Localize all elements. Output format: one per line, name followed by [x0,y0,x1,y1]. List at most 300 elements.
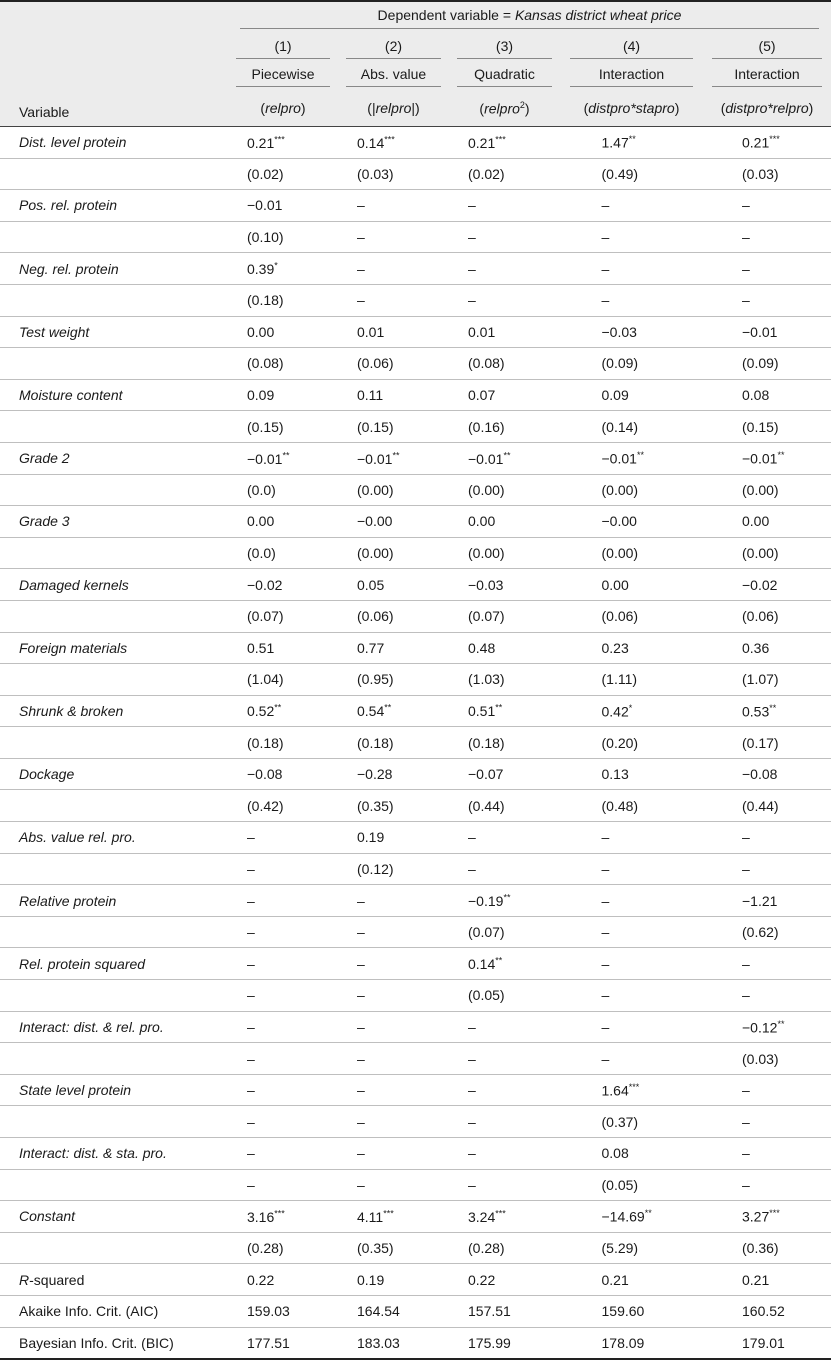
table-cell [560,853,703,885]
table-cell [560,284,703,316]
table-cell [228,442,338,474]
cell-value: −0.08 [742,766,778,783]
cell-value: 0.77 [357,639,385,656]
cell-value: (0.00) [601,481,639,498]
table-cell [703,284,831,316]
cell-value: – [742,1082,750,1099]
table-cell [560,506,703,538]
spec-paren: ) [674,100,680,116]
spec-paren: ) [524,100,530,117]
table-row [0,1232,831,1264]
cell-value: 160.52 [742,1303,785,1320]
table-cell [338,600,449,632]
row-label [0,1295,228,1327]
cell-value: – [468,1176,476,1193]
spec-paren: (| [367,100,376,116]
cell-value: 0.00 [247,323,275,340]
row-label [0,537,228,569]
column-number: (5) [712,38,822,59]
cell-value: (0.35) [357,797,394,814]
significance-stars: *** [383,1208,394,1219]
cell-value: 0.21*** [247,133,285,151]
significance-stars: ** [274,702,282,713]
cell-value: (1.04) [247,671,284,688]
table-cell [449,1295,560,1327]
table-cell [338,316,449,348]
cell-value: 0.21*** [742,133,780,151]
table-cell [449,1106,560,1138]
cell-value: 183.03 [357,1334,400,1351]
table-cell [449,885,560,917]
cell-value: 0.23 [601,639,629,656]
row-label: Pos. rel. protein [0,190,228,222]
table-cell [228,790,338,822]
table-cell [338,127,449,159]
table-cell [228,695,338,727]
table-cell [703,253,831,285]
row-label [0,1106,228,1138]
table-cell [338,1011,449,1043]
cell-value: – [247,892,255,909]
table-cell [449,1074,560,1106]
cell-value: (0.08) [247,355,284,372]
table-row [0,442,831,474]
spec-paren: |) [411,100,420,116]
table-row [0,158,831,190]
table-cell [228,1295,338,1327]
table-cell [703,506,831,538]
table-cell [560,158,703,190]
cell-value: 0.21 [601,1271,629,1288]
table-cell [449,190,560,222]
table-cell [338,253,449,285]
significance-stars: ** [777,449,785,460]
cell-value: – [742,229,750,246]
cell-value: 3.24*** [468,1208,506,1225]
cell-value: – [468,860,476,877]
cell-value: (0.09) [742,355,779,372]
table-cell [560,1011,703,1043]
table-cell [228,1169,338,1201]
cell-value: (0.07) [468,924,505,941]
cell-value: 0.22 [247,1271,275,1288]
significance-stars: ** [282,449,290,460]
table-cell [338,569,449,601]
row-label: Grade 3 [0,506,228,538]
table-cell [703,1295,831,1327]
table-cell [703,853,831,885]
table-cell [228,664,338,696]
cell-value: – [742,1113,750,1130]
cell-value: (0.00) [468,545,505,562]
cell-value: (0.44) [468,797,505,814]
cell-value: – [357,260,365,277]
cell-value: 3.16*** [247,1208,285,1225]
table-cell [703,190,831,222]
table-row [0,1011,831,1043]
table-cell [338,632,449,664]
table-cell [228,158,338,190]
table-cell [560,537,703,569]
table-row [0,1327,831,1359]
table-cell [338,758,449,790]
cell-value: 0.53** [742,702,777,720]
row-label: Grade 2 [0,442,228,474]
table-cell [560,348,703,380]
cell-value: 0.13 [601,766,629,783]
cell-value: −0.08 [247,766,283,783]
significance-stars: *** [274,1208,285,1219]
table-cell [449,379,560,411]
cell-value: (0.0) [247,481,276,498]
cell-value: – [247,829,255,846]
table-cell [228,948,338,980]
model-spec-row [0,90,831,127]
cell-value: (0.05) [601,1176,639,1193]
table-cell [449,664,560,696]
row-label [0,1327,228,1359]
cell-value: – [247,1050,255,1067]
spec-paren: ( [260,100,266,116]
row-label [0,284,228,316]
table-cell [560,442,703,474]
significance-stars: *** [769,133,780,144]
significance-stars: ** [392,449,400,460]
cell-value: – [601,955,610,972]
table-cell [560,411,703,443]
row-label: Damaged kernels [0,569,228,601]
cell-value: 0.11 [357,387,384,404]
cell-value: −0.02 [247,576,283,593]
row-label: Test weight [0,316,228,348]
cell-value: – [742,955,750,972]
table-cell [338,980,449,1012]
cell-value: – [601,197,610,214]
cell-value: (0.14) [601,418,639,435]
table-cell [228,632,338,664]
table-cell [449,695,560,727]
cell-value: 0.52** [247,702,282,720]
row-label [0,916,228,948]
row-label: Foreign materials [0,632,228,664]
table-row [0,569,831,601]
table-row [0,316,831,348]
table-cell [338,1043,449,1075]
spec-superscript: 2 [519,99,525,110]
table-cell [703,758,831,790]
cell-value: – [357,1113,365,1130]
table-cell [703,537,831,569]
cell-value: – [357,892,365,909]
cell-value: (0.02) [247,165,284,182]
cell-value: 0.09 [601,387,629,404]
cell-value: 3.27*** [742,1208,780,1225]
cell-value: – [357,1050,365,1067]
table-row [0,948,831,980]
table-row [0,758,831,790]
cell-value: (0.49) [601,165,639,182]
cell-value: – [357,1145,365,1162]
table-cell [703,916,831,948]
table-row [0,980,831,1012]
cell-value: −0.01** [357,449,400,467]
cell-value: (0.02) [468,165,505,182]
dependent-variable-heading [228,1,831,34]
table-cell [228,758,338,790]
cell-value: −0.02 [742,576,778,593]
row-label [0,853,228,885]
significance-stars: *** [495,133,506,144]
cell-value: 0.14** [468,955,503,973]
cell-value: (0.42) [247,797,284,814]
row-label [0,158,228,190]
column-number: (1) [236,38,331,59]
spec-var: relpro [265,100,301,116]
cell-value: (0.06) [357,608,394,625]
cell-value: (0.18) [468,734,505,751]
cell-value: (0.16) [468,418,505,435]
cell-value: (0.06) [742,608,779,625]
table-row [0,1264,831,1296]
cell-value: – [601,987,610,1004]
table-cell [228,1264,338,1296]
table-cell [228,1138,338,1170]
model-spec [228,90,338,127]
table-cell [703,1138,831,1170]
table-cell [449,411,560,443]
cell-value: (0.00) [742,545,779,562]
table-cell [338,916,449,948]
cell-value: 0.19 [357,829,385,846]
table-cell [228,411,338,443]
cell-value: −1.21 [742,892,778,909]
table-cell [703,695,831,727]
table-cell [449,348,560,380]
row-label: Relative protein [0,885,228,917]
row-label [0,474,228,506]
significance-stars: ** [384,702,392,713]
table-cell [560,1232,703,1264]
table-cell [449,253,560,285]
table-cell [703,379,831,411]
model-name: Interaction [712,66,822,87]
significance-stars: *** [628,1081,640,1092]
table-cell [449,1138,560,1170]
table-row [0,600,831,632]
cell-value: −0.03 [601,323,637,340]
table-cell [449,1264,560,1296]
table-cell [449,537,560,569]
table-cell [228,1074,338,1106]
table-cell [560,221,703,253]
table-row [0,284,831,316]
table-cell [449,916,560,948]
cell-value: 0.54** [357,702,392,720]
cell-value: – [601,292,610,309]
dep-var-label: Dependent variable [377,7,499,23]
cell-value: (0.15) [357,418,394,435]
table-cell [449,632,560,664]
cell-value: – [357,229,365,246]
table-cell [560,885,703,917]
table-row [0,474,831,506]
table-row [0,664,831,696]
cell-value: −0.12** [742,1018,785,1036]
cell-value: 159.03 [247,1303,290,1320]
significance-stars: ** [495,702,503,713]
cell-value: 0.05 [357,576,385,593]
table-cell [449,1201,560,1233]
table-cell [338,506,449,538]
cell-value: 0.22 [468,1271,496,1288]
table-cell [338,1169,449,1201]
spec-var: relpro [484,100,520,117]
cell-value: 0.08 [601,1145,629,1162]
table-cell [449,1232,560,1264]
table-cell [228,1011,338,1043]
cell-value: 4.11*** [357,1208,394,1225]
table-cell [560,664,703,696]
model-spec [338,90,449,127]
table-cell [560,758,703,790]
cell-value: – [357,1018,365,1035]
table-cell [560,316,703,348]
table-cell [703,1074,831,1106]
cell-value: (0.15) [247,418,284,435]
table-row [0,411,831,443]
spec-paren: ) [808,100,814,116]
row-label: Dist. level protein [0,127,228,159]
table-row [0,790,831,822]
cell-value: (0.00) [468,481,505,498]
table-cell [703,348,831,380]
table-cell [338,1106,449,1138]
table-cell [560,569,703,601]
table-cell [703,569,831,601]
cell-value: – [742,987,750,1004]
cell-value: (0.10) [247,229,284,246]
cell-value: – [247,1176,255,1193]
table-cell [228,1043,338,1075]
table-cell [703,948,831,980]
table-cell [338,474,449,506]
cell-value: 0.42* [601,702,633,720]
table-cell [338,1327,449,1359]
table-row [0,221,831,253]
table-cell [338,822,449,854]
row-label: Constant [0,1201,228,1233]
table-row [0,632,831,664]
cell-value: – [601,924,610,941]
cell-value: (0.00) [357,545,394,562]
table-row [0,1043,831,1075]
cell-value: (0.37) [601,1113,639,1130]
table-row [0,253,831,285]
significance-stars: *** [274,133,285,144]
cell-value: −0.01 [247,197,283,214]
model-name: Piecewise [236,66,331,87]
cell-value: 177.51 [247,1334,290,1351]
model-name: Quadratic [457,66,552,87]
table-row [0,348,831,380]
table-cell [703,411,831,443]
row-label: Dockage [0,758,228,790]
table-cell [228,853,338,885]
table-cell [560,600,703,632]
table-cell [560,1169,703,1201]
cell-value: (0.0) [247,545,276,562]
cell-value: 175.99 [468,1334,511,1351]
cell-value: (0.07) [247,608,284,625]
table-cell [560,1106,703,1138]
cell-value: – [468,1145,476,1162]
table-cell [449,1011,560,1043]
cell-value: – [601,860,610,877]
cell-value: – [601,829,610,846]
table-row [0,127,831,159]
table-cell [338,1201,449,1233]
model-spec [703,90,831,127]
table-cell [560,127,703,159]
table-cell [703,600,831,632]
cell-value: 0.39* [247,260,278,277]
cell-value: (0.62) [742,924,779,941]
table-cell [703,127,831,159]
row-label: Neg. rel. protein [0,253,228,285]
row-label [0,411,228,443]
table-row [0,916,831,948]
row-label: Interact: dist. & sta. pro. [0,1138,228,1170]
significance-stars: ** [503,449,511,460]
table-cell [228,348,338,380]
cell-value: −0.19** [468,892,511,909]
table-cell [449,790,560,822]
spec-paren: ) [300,100,306,116]
significance-stars: ** [636,449,644,460]
model-name: Interaction [570,66,693,87]
cell-value: 0.01 [357,323,385,340]
table-cell [703,474,831,506]
table-cell [228,316,338,348]
cell-value: (0.95) [357,671,394,688]
row-label: State level protein [0,1074,228,1106]
cell-value: −0.01** [247,449,290,467]
table-cell [338,442,449,474]
cell-value: – [601,260,610,277]
row-label [0,1169,228,1201]
table-cell [449,948,560,980]
significance-stars: ** [769,702,777,713]
table-row [0,1295,831,1327]
table-cell [703,822,831,854]
table-cell [228,916,338,948]
model-name-row [0,62,831,90]
row-label [0,348,228,380]
cell-value: −0.01** [742,449,785,467]
table-cell [703,727,831,759]
table-cell [560,253,703,285]
table-cell [338,1074,449,1106]
table-cell [449,600,560,632]
cell-value: −0.28 [357,766,393,783]
cell-value: −0.00 [357,513,393,530]
table-cell [228,600,338,632]
stat-label: -squared [29,1271,85,1288]
cell-value: (0.03) [357,165,394,182]
cell-value: – [247,1018,255,1035]
table-cell [338,1264,449,1296]
cell-value: 0.51** [468,702,503,720]
